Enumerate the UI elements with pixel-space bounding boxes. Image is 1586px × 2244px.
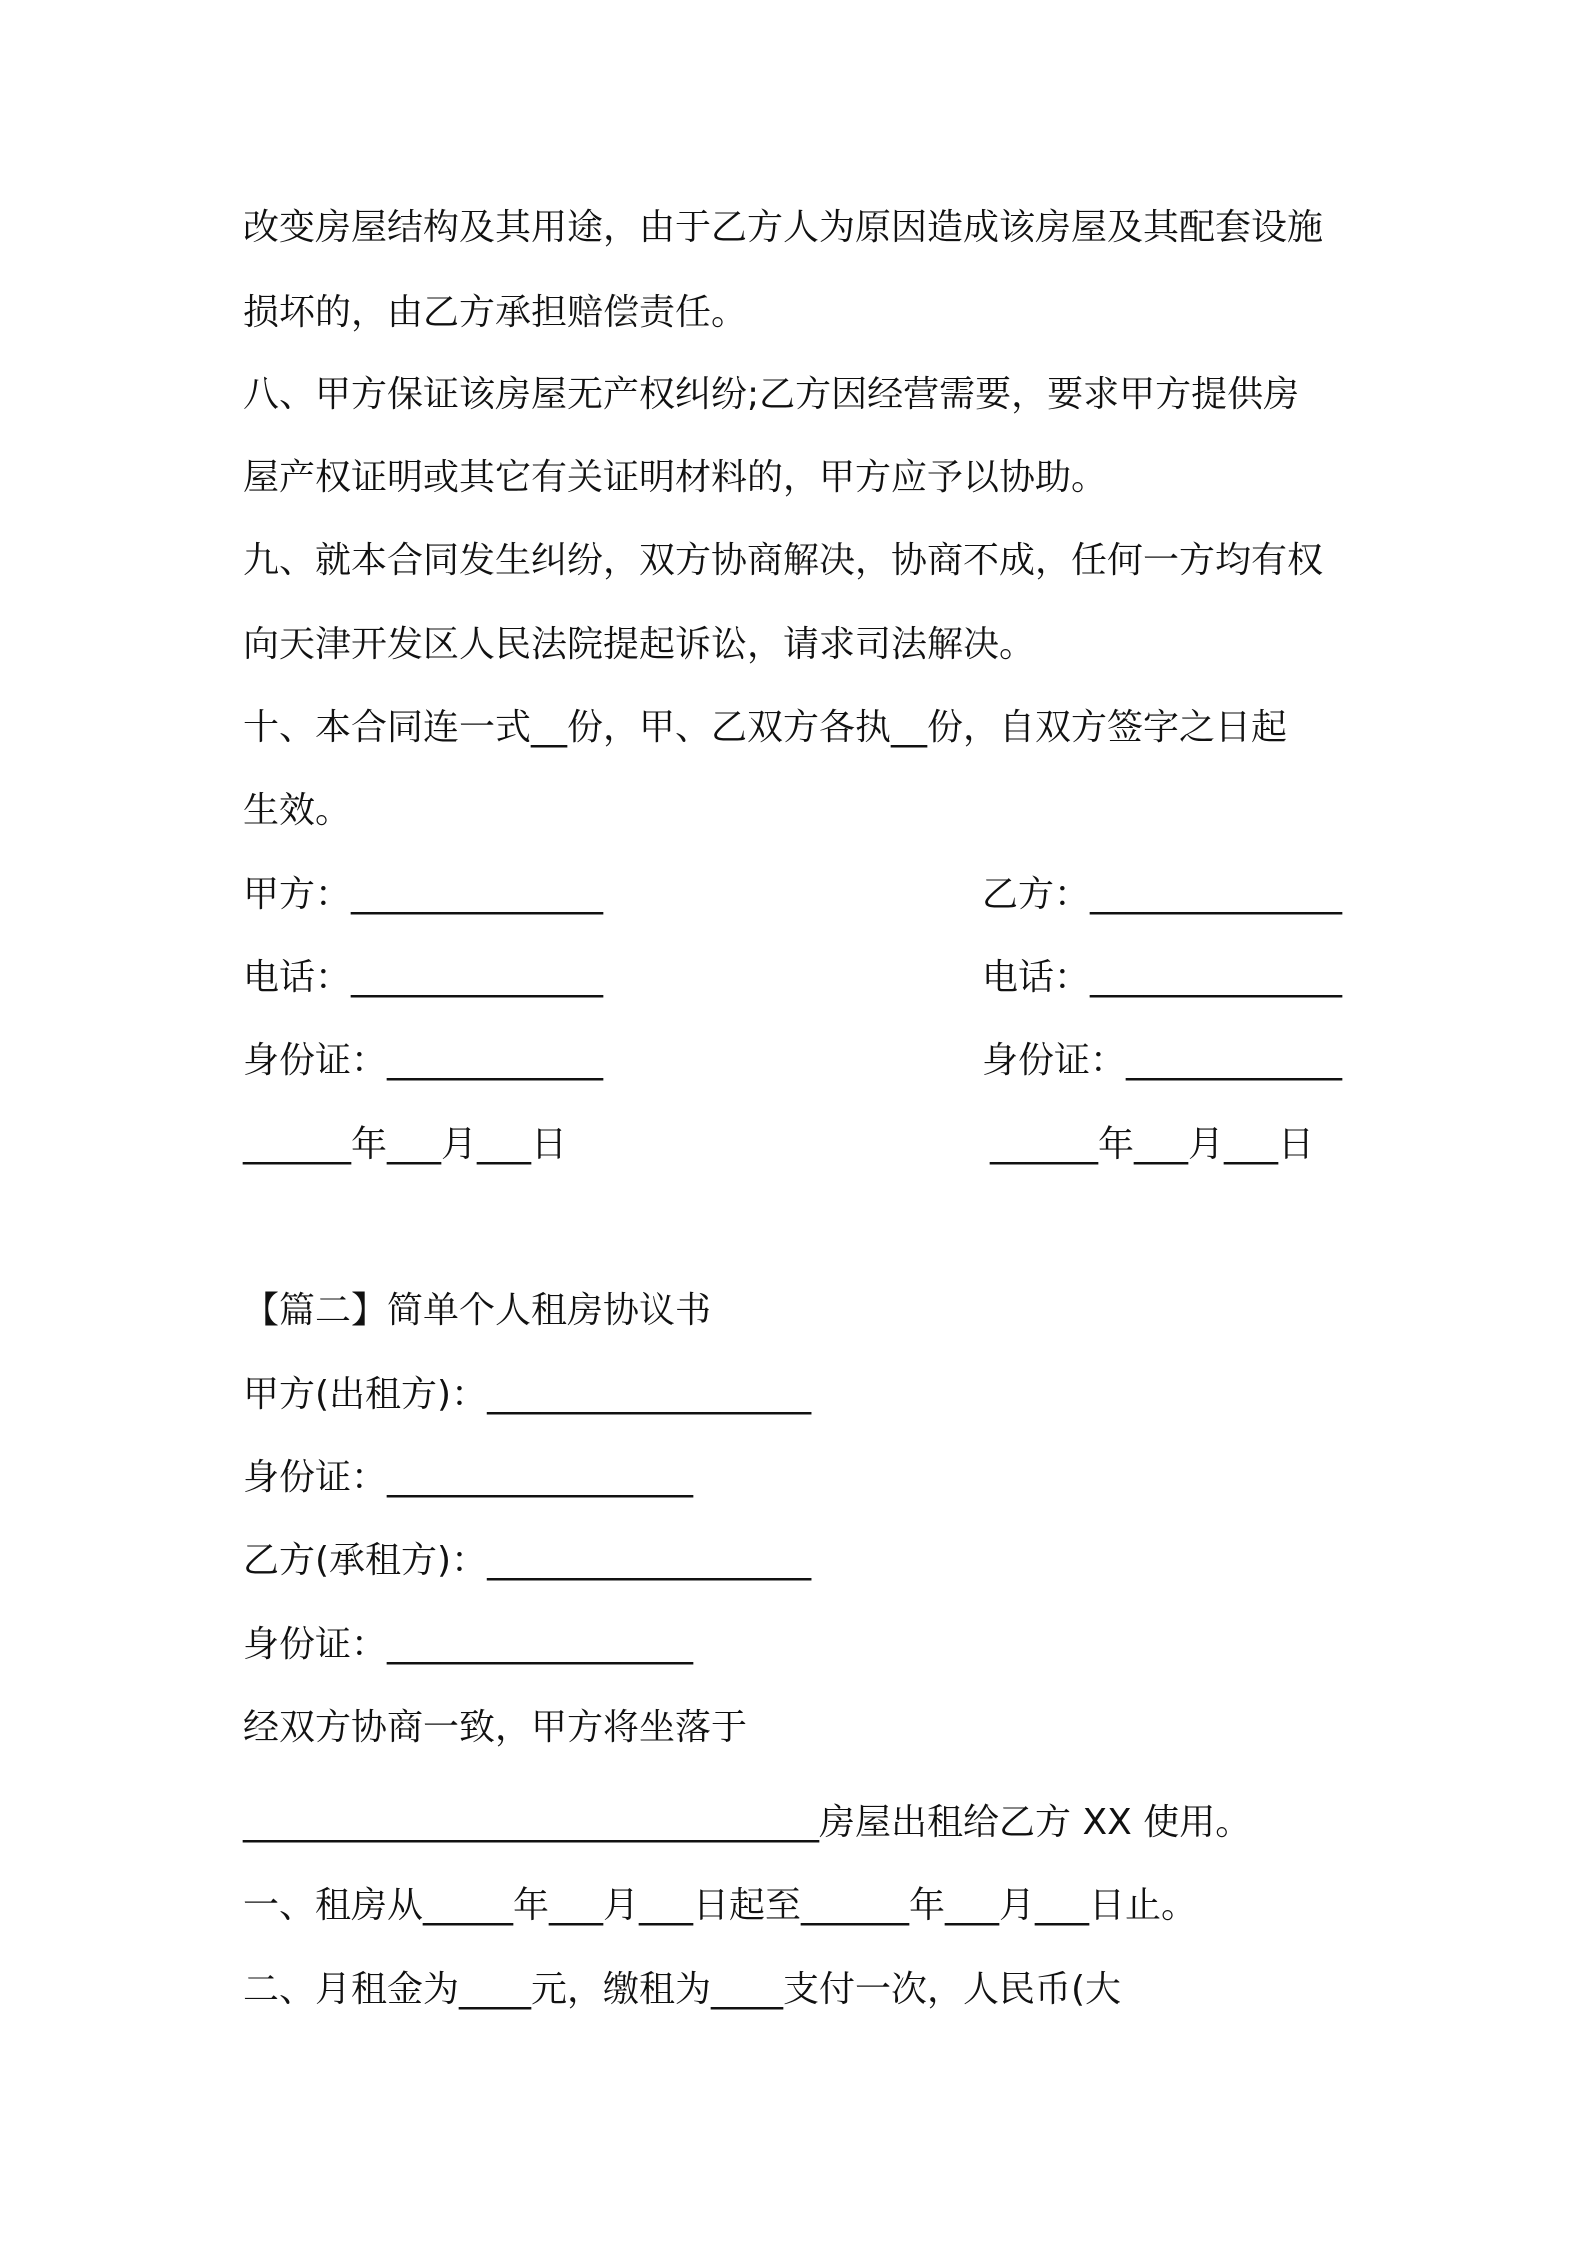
paragraph-line: 损坏的，由乙方承担赔偿责任。 <box>243 292 748 333</box>
party-a-date: ______年___月___日 <box>243 1124 568 1165</box>
clause-10: 十、本合同连一式__份，甲、乙双方各执__份，自双方签字之日起 <box>243 707 1288 748</box>
lessee-field: 乙方(承租方)：__________________ <box>243 1540 812 1581</box>
lessor-id-field: 身份证：_________________ <box>243 1457 694 1498</box>
property-address-line: ________________________________房屋出租给乙方 XX 使用。 <box>243 1802 1252 1843</box>
clause-9: 九、就本合同发生纠纷，双方协商解决，协商不成，任何一方均有权 <box>243 540 1324 581</box>
paragraph-line: 向天津开发区人民法院提起诉讼，请求司法解决。 <box>243 624 1036 665</box>
lessor-field: 甲方(出租方)：__________________ <box>243 1374 812 1415</box>
paragraph-line: 改变房屋结构及其用途，由于乙方人为原因造成该房屋及其配套设施 <box>243 207 1324 248</box>
paragraph-line: 屋产权证明或其它有关证明材料的，甲方应予以协助。 <box>243 457 1108 498</box>
rental-period-clause: 一、租房从_____年___月___日起至______年___月___日止。 <box>243 1885 1198 1926</box>
party-a-phone: 电话：______________ <box>243 957 604 998</box>
party-b-id: 身份证：____________ <box>982 1040 1343 1081</box>
party-b-phone: 电话：______________ <box>982 957 1343 998</box>
paragraph-line: 生效。 <box>243 790 352 831</box>
party-a-id: 身份证：____________ <box>243 1040 604 1081</box>
rent-amount-clause: 二、月租金为____元，缴租为____支付一次，人民币(大 <box>243 1969 1122 2010</box>
section-title: 【篇二】简单个人租房协议书 <box>243 1290 712 1331</box>
party-a-signature: 甲方：______________ <box>243 874 604 915</box>
clause-8: 八、甲方保证该房屋无产权纠纷;乙方因经营需要，要求甲方提供房 <box>243 374 1300 415</box>
agreement-line: 经双方协商一致，甲方将坐落于 <box>243 1707 748 1748</box>
lessee-id-field: 身份证：_________________ <box>243 1624 694 1665</box>
party-b-signature: 乙方：______________ <box>982 874 1343 915</box>
party-b-date: ______年___月___日 <box>990 1124 1315 1165</box>
